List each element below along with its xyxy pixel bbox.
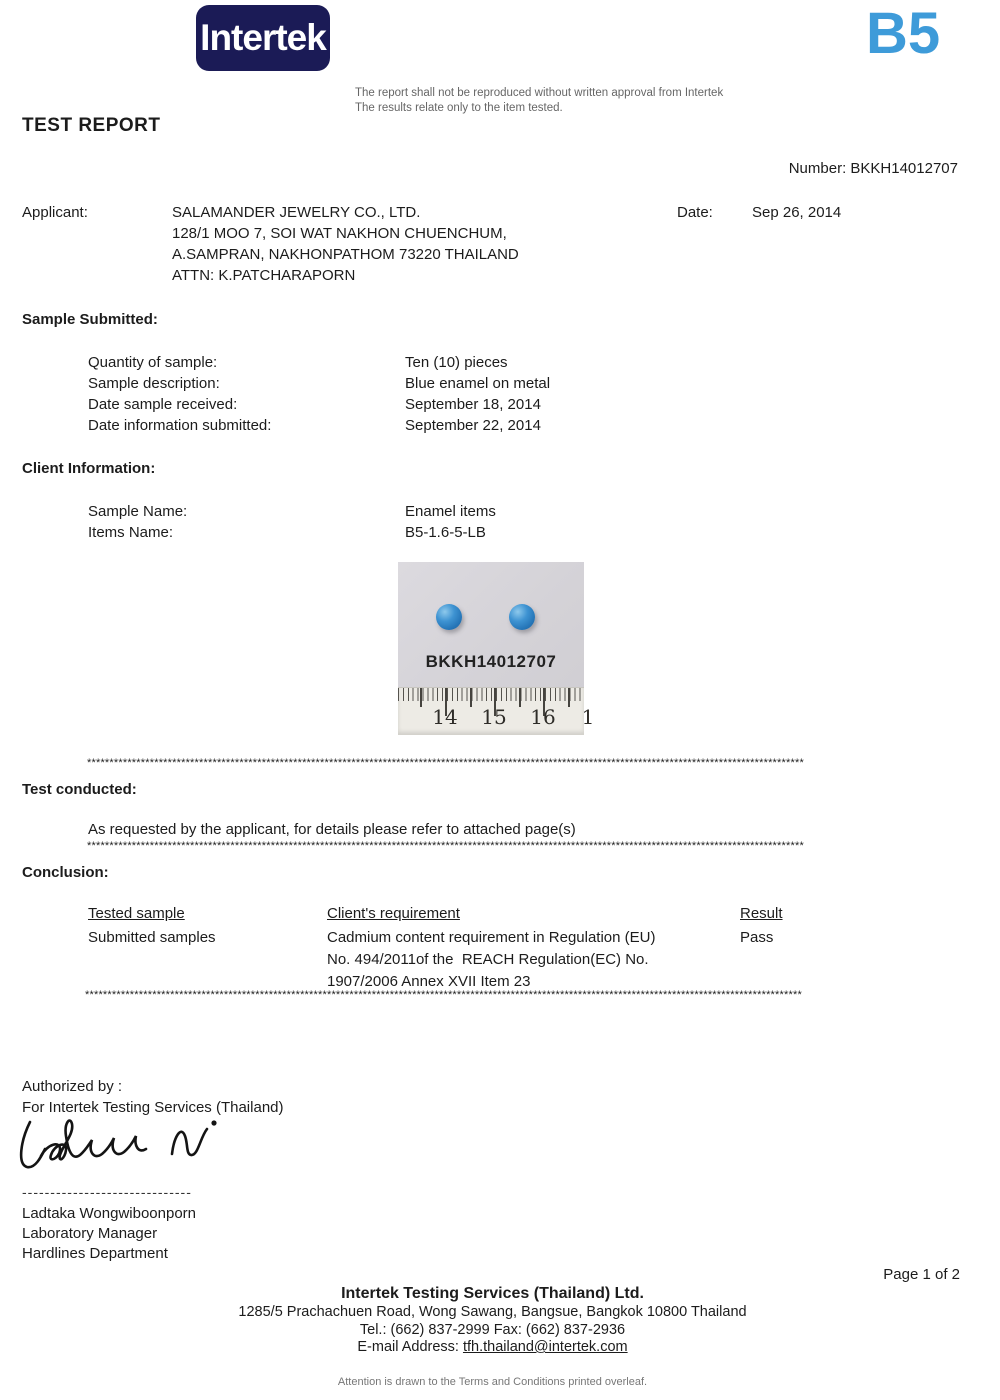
footer-email-label: E-mail Address: — [357, 1339, 463, 1355]
test-conducted-heading: Test conducted: — [22, 781, 137, 798]
column-header-client-requirement: Client's requirement — [327, 905, 460, 922]
footer-attention-note: Attention is drawn to the Terms and Conditions printed overleaf. — [337, 1376, 648, 1388]
sample-bead-left — [436, 604, 462, 630]
authorizer-title: Laboratory Manager — [22, 1225, 158, 1242]
applicant-label: Applicant: — [22, 204, 88, 221]
sample-row-label: Quantity of sample: — [88, 354, 218, 371]
sample-row-label: Date information submitted: — [88, 417, 272, 434]
authorized-for-label: For Intertek Testing Services (Thailand) — [22, 1099, 284, 1116]
conclusion-heading: Conclusion: — [22, 864, 109, 881]
asterisk-separator: **************************************************************************************************************************************************************** — [87, 840, 804, 852]
sample-code-badge: B5 — [866, 1, 941, 66]
sample-row-value: Blue enamel on metal — [405, 375, 551, 392]
disclaimer-line-1: The report shall not be reproduced without written approval from Intertek — [355, 87, 724, 99]
conclusion-tested-sample: Submitted samples — [88, 929, 216, 946]
conclusion-requirement-line: Cadmium content requirement in Regulation (EU) — [327, 929, 656, 946]
intertek-logo — [196, 5, 330, 71]
column-header-result: Result — [740, 905, 783, 922]
client-row-label: Items Name: — [88, 524, 174, 541]
footer-address: 1285/5 Prachachuen Road, Wong Sawang, Bangsue, Bangkok 10800 Thailand — [238, 1304, 747, 1320]
page-title: TEST REPORT — [22, 115, 161, 136]
signature-line: ------------------------------ — [22, 1184, 192, 1200]
page-indicator: Page 1 of 2 — [883, 1266, 960, 1283]
ruler — [398, 687, 595, 735]
asterisk-separator: **************************************************************************************************************************************************************** — [87, 757, 804, 769]
ruler-number: 15 — [481, 705, 507, 729]
date-value: Sep 26, 2014 — [752, 204, 842, 221]
client-row-label: Sample Name: — [88, 503, 188, 520]
sample-row-value: Ten (10) pieces — [405, 354, 508, 371]
ruler-number: 1 — [581, 705, 595, 729]
asterisk-separator: **************************************************************************************************************************************************************** — [85, 989, 802, 1001]
applicant-address-1: 128/1 MOO 7, SOI WAT NAKHON CHUENCHUM, — [172, 225, 507, 242]
footer-email-line — [0, 1339, 985, 1357]
applicant-address-2: A.SAMPRAN, NAKHONPATHOM 73220 THAILAND — [172, 246, 519, 263]
date-label: Date: — [677, 204, 713, 221]
ruler-number: 16 — [530, 705, 556, 729]
conclusion-result-value: Pass — [740, 929, 774, 946]
sample-row-value: September 18, 2014 — [405, 396, 541, 413]
footer-tel-fax: Tel.: (662) 837-2999 Fax: (662) 837-2936 — [359, 1321, 626, 1338]
report-number: Number: BKKH14012707 — [788, 160, 958, 177]
footer-email-link[interactable]: tfh.thailand@intertek.com — [462, 1339, 628, 1355]
sample-submitted-heading: Sample Submitted: — [22, 311, 158, 328]
client-row-value: B5-1.6-5-LB — [405, 524, 486, 541]
ruler-mm-ticks — [398, 688, 584, 701]
sample-bead-right — [509, 604, 535, 630]
disclaimer-line-2: The results relate only to the item tested. — [355, 102, 563, 114]
applicant-name: SALAMANDER JEWELRY CO., LTD. — [172, 204, 421, 221]
authorizer-name: Ladtaka Wongwiboonporn — [22, 1205, 197, 1222]
column-header-tested-sample: Tested sample — [88, 905, 185, 922]
sample-row-value: September 22, 2014 — [405, 417, 541, 434]
footer — [0, 1283, 985, 1357]
footer-company-name: Intertek Testing Services (Thailand) Ltd. — [341, 1285, 644, 1302]
photo-sample-number: BKKH14012707 — [425, 652, 557, 671]
signature — [14, 1112, 234, 1184]
authorizer-department: Hardlines Department — [22, 1245, 168, 1262]
test-conducted-body: As requested by the applicant, for details please refer to attached page(s) — [88, 821, 576, 838]
sample-row-label: Sample description: — [88, 375, 220, 392]
conclusion-requirement-line: No. 494/2011of the REACH Regulation(EC) No. — [327, 951, 649, 968]
client-row-value: Enamel items — [405, 503, 496, 520]
client-information-heading: Client Information: — [22, 460, 156, 477]
sample-photo — [398, 562, 595, 735]
applicant-attn: ATTN: K.PATCHARAPORN — [172, 267, 356, 284]
report-disclaimer — [355, 86, 723, 116]
conclusion-requirement-line: 1907/2006 Annex XVII Item 23 — [327, 973, 531, 990]
authorized-by-label: Authorized by : — [22, 1078, 123, 1095]
ruler-number: 14 — [432, 705, 458, 729]
sample-row-label: Date sample received: — [88, 396, 238, 413]
intertek-logo-text: Intertek — [200, 17, 326, 58]
